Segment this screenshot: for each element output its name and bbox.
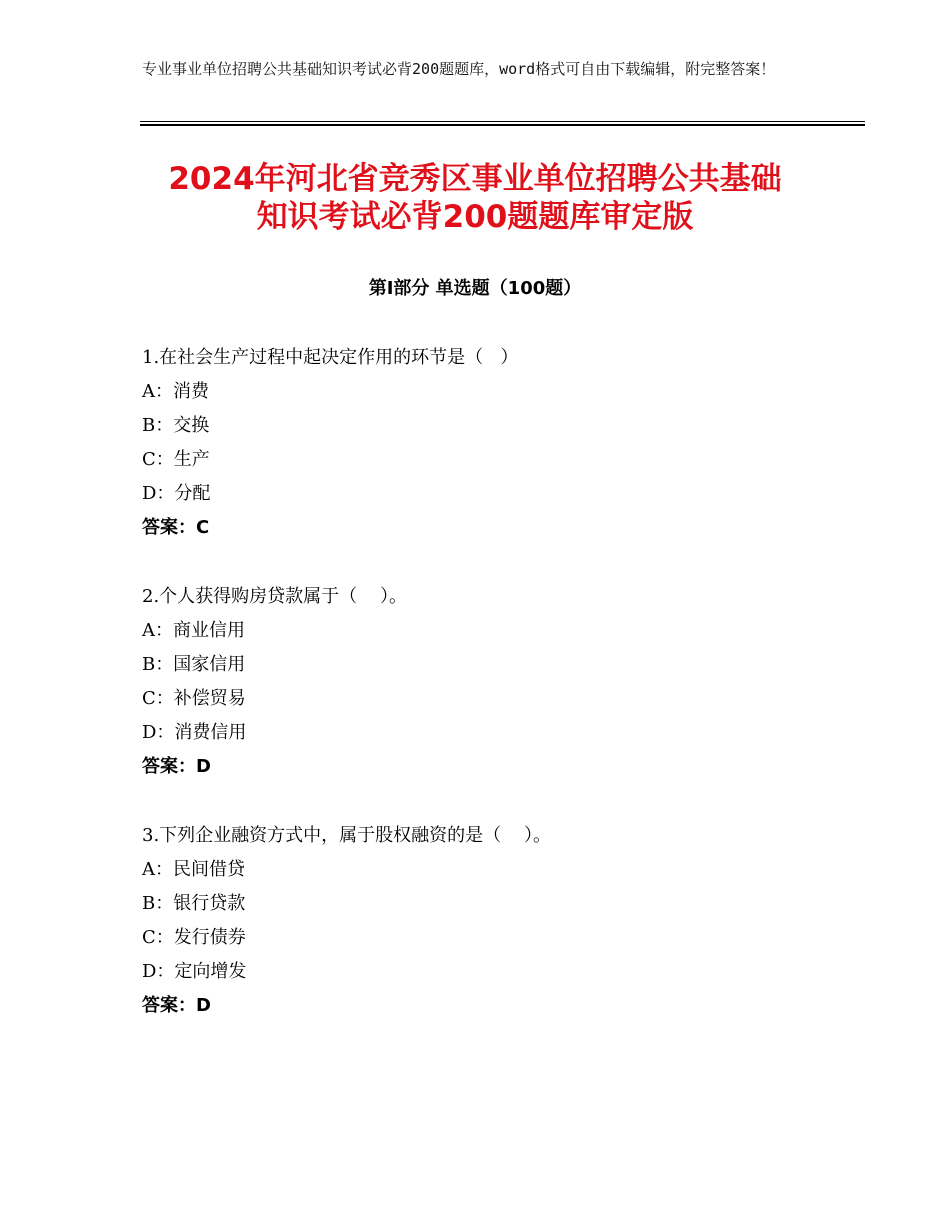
header-divider-thin — [140, 121, 865, 122]
document-title — [100, 160, 850, 236]
question-1 — [142, 341, 842, 545]
option-b: B：银行贷款 — [142, 893, 246, 914]
question-stem: 3.下列企业融资方式中，属于股权融资的是（ ）。 — [142, 825, 552, 846]
answer-line: 答案：C — [142, 517, 210, 538]
answer-line: 答案：D — [142, 756, 211, 777]
option-a: A：商业信用 — [142, 620, 245, 641]
option-c: C：生产 — [142, 449, 210, 470]
option-c: C：补偿贸易 — [142, 688, 246, 709]
question-2 — [142, 580, 842, 784]
option-a: A：民间借贷 — [142, 859, 245, 880]
option-c: C：发行债券 — [142, 927, 246, 948]
document-title-line-1: 2024年河北省竞秀区事业单位招聘公共基础 — [168, 161, 782, 197]
question-stem: 1.在社会生产过程中起决定作用的环节是（ ） — [142, 347, 519, 368]
option-b: B：交换 — [142, 415, 210, 436]
header-divider-thick — [140, 124, 865, 126]
option-d: D：分配 — [142, 483, 211, 504]
question-3 — [142, 819, 842, 1023]
question-stem: 2.个人获得购房贷款属于（ ）。 — [142, 586, 408, 607]
option-d: D：定向增发 — [142, 961, 247, 982]
header-note: 专业事业单位招聘公共基础知识考试必背200题题库，word格式可自由下载编辑，附完整答案！ — [142, 60, 776, 78]
answer-line: 答案：D — [142, 995, 211, 1016]
option-a: A：消费 — [142, 381, 209, 402]
option-d: D：消费信用 — [142, 722, 247, 743]
document-title-line-2: 知识考试必背200题题库审定版 — [256, 199, 694, 235]
section-heading: 第Ⅰ部分 单选题（100题） — [368, 278, 582, 299]
option-b: B：国家信用 — [142, 654, 246, 675]
